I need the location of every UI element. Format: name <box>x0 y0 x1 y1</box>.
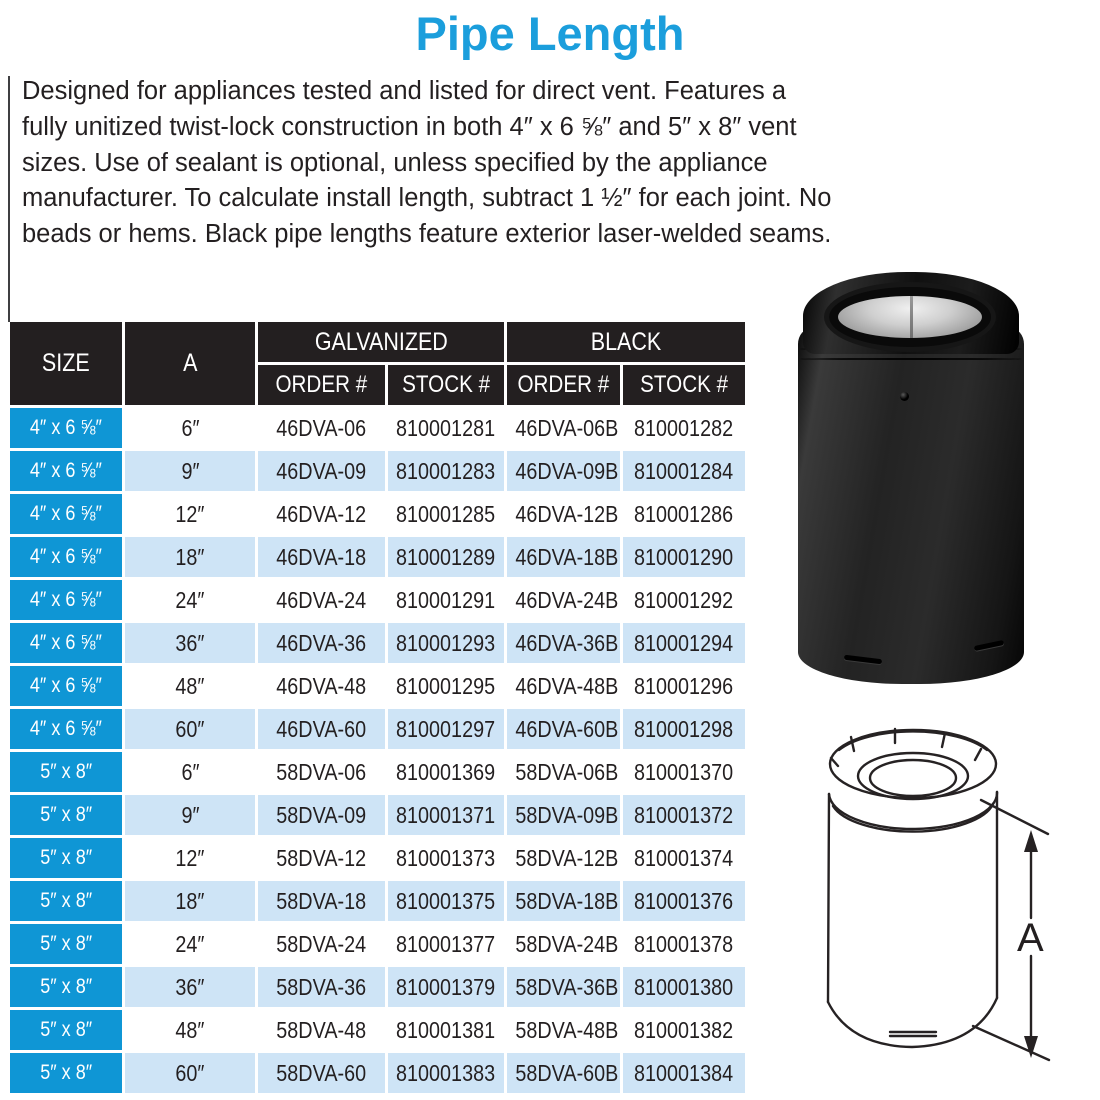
cell-text: 810001378 <box>634 930 734 957</box>
black-stock-cell <box>623 967 745 1010</box>
cell-text: 24″ <box>175 586 205 613</box>
header-stock-label: STOCK # <box>640 371 728 398</box>
size-cell <box>10 451 125 494</box>
size-cell <box>10 408 125 451</box>
galv-order-cell <box>258 408 388 451</box>
black-order-cell <box>507 666 623 709</box>
page-title: Pipe Length <box>415 7 685 60</box>
cell-text: 60″ <box>175 715 205 742</box>
cell-text: 810001294 <box>634 629 734 656</box>
cell-text: 46DVA-24B <box>515 586 619 613</box>
cell-text: 810001281 <box>396 414 496 441</box>
cell-text: 5″ x 8″ <box>40 889 92 912</box>
header-a-label: A <box>182 349 198 377</box>
cell-text: 810001372 <box>634 801 734 828</box>
cell-text: 46DVA-06B <box>515 414 619 441</box>
black-order-cell <box>507 623 623 666</box>
black-order-cell <box>507 967 623 1010</box>
galv-stock-cell <box>388 451 507 494</box>
cell-text: 810001284 <box>634 457 734 484</box>
galv-stock-cell <box>388 881 507 924</box>
galv-stock-cell <box>388 580 507 623</box>
table-row <box>10 1010 745 1053</box>
galv-stock-cell <box>388 623 507 666</box>
galv-order-cell <box>258 752 388 795</box>
black-order-cell <box>507 580 623 623</box>
a-cell <box>125 537 258 580</box>
cell-text: 58DVA-48B <box>515 1016 619 1043</box>
cell-text: 36″ <box>175 973 205 1000</box>
table-row <box>10 752 745 795</box>
cell-text: 810001383 <box>396 1059 496 1086</box>
black-stock-cell <box>623 924 745 967</box>
cell-text: 12″ <box>175 844 205 871</box>
cell-text: 5″ x 8″ <box>40 803 92 826</box>
cell-text: 46DVA-06 <box>276 414 367 441</box>
galv-order-cell <box>258 494 388 537</box>
cell-text: 58DVA-09 <box>276 801 367 828</box>
cell-text: 46DVA-18B <box>515 543 619 570</box>
table-row <box>10 623 745 666</box>
cell-text: 6″ <box>180 758 200 785</box>
cell-text: 810001298 <box>634 715 734 742</box>
cell-text: 5″ x 8″ <box>40 760 92 783</box>
header-black-stock <box>623 365 745 408</box>
cell-text: 6″ <box>180 414 200 441</box>
table-row <box>10 580 745 623</box>
table-row <box>10 408 745 451</box>
black-stock-cell <box>623 494 745 537</box>
header-galvanized-label: GALVANIZED <box>314 327 448 356</box>
cell-text: 4″ x 6 ⅝″ <box>29 545 103 568</box>
black-stock-cell <box>623 1053 745 1093</box>
a-cell <box>125 494 258 537</box>
drawing-rim-inner-arc <box>839 731 987 750</box>
table-row <box>10 537 745 580</box>
pipe-body <box>798 328 1024 684</box>
galv-stock-cell <box>388 795 507 838</box>
cell-text: 60″ <box>175 1059 205 1086</box>
cell-text: 4″ x 6 ⅝″ <box>29 674 103 697</box>
dimension-label: A <box>1017 916 1044 960</box>
table-row <box>10 1053 745 1093</box>
cell-text: 810001375 <box>396 887 496 914</box>
size-cell <box>10 623 125 666</box>
a-cell <box>125 881 258 924</box>
cell-text: 4″ x 6 ⅝″ <box>29 588 103 611</box>
galv-stock-cell <box>388 924 507 967</box>
table-row <box>10 709 745 752</box>
galv-stock-cell <box>388 967 507 1010</box>
galv-stock-cell <box>388 1053 507 1093</box>
cell-text: 58DVA-12 <box>276 844 367 871</box>
black-order-cell <box>507 451 623 494</box>
cell-text: 810001371 <box>396 801 496 828</box>
cell-text: 810001285 <box>396 500 496 527</box>
table-row <box>10 795 745 838</box>
header-stock-label: STOCK # <box>402 371 490 398</box>
cell-text: 810001297 <box>396 715 496 742</box>
dimension-extension-top <box>981 800 1048 834</box>
cell-text: 810001296 <box>634 672 734 699</box>
galv-stock-cell <box>388 1010 507 1053</box>
size-cell <box>10 881 125 924</box>
drawing-collar-arc2 <box>833 804 993 832</box>
cell-text: 810001283 <box>396 457 496 484</box>
black-stock-cell <box>623 623 745 666</box>
size-cell <box>10 537 125 580</box>
cell-text: 58DVA-24 <box>276 930 367 957</box>
size-cell <box>10 838 125 881</box>
cell-text: 810001290 <box>634 543 734 570</box>
cell-text: 58DVA-09B <box>515 801 619 828</box>
black-stock-cell <box>623 795 745 838</box>
pipe-line-drawing <box>795 702 1100 1100</box>
galv-order-cell <box>258 537 388 580</box>
description-paragraph: Designed for appliances tested and listed for direct vent. Features a fully unitized twist-lock construction in both 4″ x 6 ⅝″ and 5″ x 8″ vent sizes. Use of sealant is optional, unless specified by the appliance manufacturer. To calculate install length, subtract 1 ½″ for each joint. No beads or hems. Black pipe lengths feature exterior laser-welded seams. <box>22 77 832 249</box>
black-stock-cell <box>623 408 745 451</box>
black-order-cell <box>507 924 623 967</box>
dimension-extension-bottom <box>973 1026 1049 1060</box>
cell-text: 810001379 <box>396 973 496 1000</box>
cell-text: 810001289 <box>396 543 496 570</box>
cell-text: 4″ x 6 ⅝″ <box>29 502 103 525</box>
pipe-inner-liner <box>829 287 991 347</box>
size-cell <box>10 666 125 709</box>
cell-text: 58DVA-60B <box>515 1059 619 1086</box>
galv-order-cell <box>258 838 388 881</box>
cell-text: 810001384 <box>634 1059 734 1086</box>
cell-text: 9″ <box>180 457 200 484</box>
black-stock-cell <box>623 537 745 580</box>
pipe-length-table <box>10 322 745 1093</box>
cell-text: 58DVA-06 <box>276 758 367 785</box>
cell-text: 58DVA-60 <box>276 1059 367 1086</box>
cell-text: 5″ x 8″ <box>40 1061 92 1084</box>
a-cell <box>125 752 258 795</box>
header-black <box>507 322 745 365</box>
header-a <box>125 322 258 408</box>
galv-stock-cell <box>388 494 507 537</box>
header-order-label: ORDER # <box>517 371 610 398</box>
black-order-cell <box>507 795 623 838</box>
a-cell <box>125 451 258 494</box>
cell-text: 810001370 <box>634 758 734 785</box>
a-cell <box>125 709 258 752</box>
cell-text: 46DVA-36 <box>276 629 367 656</box>
size-cell <box>10 795 125 838</box>
size-cell <box>10 752 125 795</box>
galv-stock-cell <box>388 838 507 881</box>
cell-text: 46DVA-36B <box>515 629 619 656</box>
cell-text: 810001377 <box>396 930 496 957</box>
cell-text: 810001380 <box>634 973 734 1000</box>
cell-text: 810001381 <box>396 1016 496 1043</box>
galv-order-cell <box>258 580 388 623</box>
cell-text: 46DVA-12B <box>515 500 619 527</box>
header-galvanized <box>258 322 507 365</box>
galv-order-cell <box>258 795 388 838</box>
table-row <box>10 451 745 494</box>
cell-text: 12″ <box>175 500 205 527</box>
a-cell <box>125 1053 258 1093</box>
galv-stock-cell <box>388 752 507 795</box>
drawing-inner-pipe-bore <box>870 760 956 796</box>
cell-text: 46DVA-60 <box>276 715 367 742</box>
black-stock-cell <box>623 881 745 924</box>
black-order-cell <box>507 1053 623 1093</box>
cell-text: 46DVA-48B <box>515 672 619 699</box>
galv-stock-cell <box>388 408 507 451</box>
cell-text: 810001282 <box>634 414 734 441</box>
table-row <box>10 967 745 1010</box>
cell-text: 36″ <box>175 629 205 656</box>
cell-text: 5″ x 8″ <box>40 975 92 998</box>
cell-text: 5″ x 8″ <box>40 932 92 955</box>
cell-text: 5″ x 8″ <box>40 1018 92 1041</box>
galv-order-cell <box>258 967 388 1010</box>
cell-text: 810001286 <box>634 500 734 527</box>
cell-text: 58DVA-36 <box>276 973 367 1000</box>
table-row <box>10 494 745 537</box>
cell-text: 810001291 <box>396 586 496 613</box>
cell-text: 48″ <box>175 672 205 699</box>
cell-text: 18″ <box>175 543 205 570</box>
black-order-cell <box>507 709 623 752</box>
header-galv-stock <box>388 365 507 408</box>
cell-text: 18″ <box>175 887 205 914</box>
black-order-cell <box>507 537 623 580</box>
pipe-slot <box>974 640 1004 651</box>
size-cell <box>10 967 125 1010</box>
drawing-bottom-slot <box>890 1032 936 1036</box>
cell-text: 46DVA-09 <box>276 457 367 484</box>
arrowhead-up <box>1024 830 1038 852</box>
pipe-hole <box>900 392 909 401</box>
cell-text: 810001295 <box>396 672 496 699</box>
cell-text: 58DVA-48 <box>276 1016 367 1043</box>
table-row <box>10 666 745 709</box>
galv-stock-cell <box>388 666 507 709</box>
size-cell <box>10 924 125 967</box>
black-stock-cell <box>623 752 745 795</box>
cell-text: 58DVA-06B <box>515 758 619 785</box>
cell-text: 46DVA-48 <box>276 672 367 699</box>
header-size <box>10 322 125 408</box>
size-cell <box>10 494 125 537</box>
a-cell <box>125 967 258 1010</box>
pipe-slot <box>844 655 882 665</box>
cell-text: 810001374 <box>634 844 734 871</box>
table-row <box>10 838 745 881</box>
black-order-cell <box>507 494 623 537</box>
black-stock-cell <box>623 1010 745 1053</box>
a-cell <box>125 1010 258 1053</box>
order-table <box>10 322 745 1093</box>
cell-text: 46DVA-18 <box>276 543 367 570</box>
galv-order-cell <box>258 1053 388 1093</box>
cell-text: 810001293 <box>396 629 496 656</box>
table-row <box>10 924 745 967</box>
cell-text: 4″ x 6 ⅝″ <box>29 717 103 740</box>
pipe-collar <box>803 272 1019 354</box>
left-rule <box>8 76 10 322</box>
a-cell <box>125 666 258 709</box>
black-stock-cell <box>623 451 745 494</box>
cell-text: 58DVA-36B <box>515 973 619 1000</box>
black-stock-cell <box>623 709 745 752</box>
a-cell <box>125 580 258 623</box>
galv-order-cell <box>258 881 388 924</box>
black-order-cell <box>507 881 623 924</box>
cell-text: 5″ x 8″ <box>40 846 92 869</box>
cell-text: 58DVA-24B <box>515 930 619 957</box>
drawing-body-left <box>828 794 829 1002</box>
black-order-cell <box>507 752 623 795</box>
cell-text: 46DVA-12 <box>276 500 367 527</box>
galv-stock-cell <box>388 537 507 580</box>
galv-order-cell <box>258 666 388 709</box>
size-cell <box>10 709 125 752</box>
black-stock-cell <box>623 838 745 881</box>
cell-text: 810001369 <box>396 758 496 785</box>
header-black-order <box>507 365 623 408</box>
size-cell <box>10 1053 125 1093</box>
size-cell <box>10 1010 125 1053</box>
drawing-body-bottom <box>828 998 997 1047</box>
black-stock-cell <box>623 580 745 623</box>
cell-text: 810001382 <box>634 1016 734 1043</box>
cell-text: 58DVA-12B <box>515 844 619 871</box>
black-order-cell <box>507 838 623 881</box>
a-cell <box>125 408 258 451</box>
galv-stock-cell <box>388 709 507 752</box>
cell-text: 4″ x 6 ⅝″ <box>29 416 103 439</box>
cell-text: 4″ x 6 ⅝″ <box>29 631 103 654</box>
cell-text: 810001376 <box>634 887 734 914</box>
black-order-cell <box>507 1010 623 1053</box>
a-cell <box>125 623 258 666</box>
cell-text: 46DVA-09B <box>515 457 619 484</box>
table-row <box>10 881 745 924</box>
header-black-label: BLACK <box>590 327 662 356</box>
a-cell <box>125 838 258 881</box>
size-cell <box>10 580 125 623</box>
black-pipe-photo <box>798 266 1026 684</box>
cell-text: 24″ <box>175 930 205 957</box>
black-order-cell <box>507 408 623 451</box>
header-size-label: SIZE <box>42 349 90 377</box>
cell-text: 810001373 <box>396 844 496 871</box>
table-header <box>10 322 745 408</box>
cell-text: 9″ <box>180 801 200 828</box>
pipe-seam <box>800 358 1022 360</box>
header-galv-order <box>258 365 388 408</box>
galv-order-cell <box>258 709 388 752</box>
table-body <box>10 408 745 1093</box>
cell-text: 4″ x 6 ⅝″ <box>29 459 103 482</box>
cell-text: 46DVA-24 <box>276 586 367 613</box>
header-order-label: ORDER # <box>275 371 368 398</box>
cell-text: 46DVA-60B <box>515 715 619 742</box>
galv-order-cell <box>258 451 388 494</box>
galv-order-cell <box>258 1010 388 1053</box>
cell-text: 810001292 <box>634 586 734 613</box>
galv-order-cell <box>258 623 388 666</box>
cell-text: 58DVA-18B <box>515 887 619 914</box>
black-stock-cell <box>623 666 745 709</box>
cell-text: 48″ <box>175 1016 205 1043</box>
a-cell <box>125 795 258 838</box>
galv-order-cell <box>258 924 388 967</box>
a-cell <box>125 924 258 967</box>
cell-text: 58DVA-18 <box>276 887 367 914</box>
